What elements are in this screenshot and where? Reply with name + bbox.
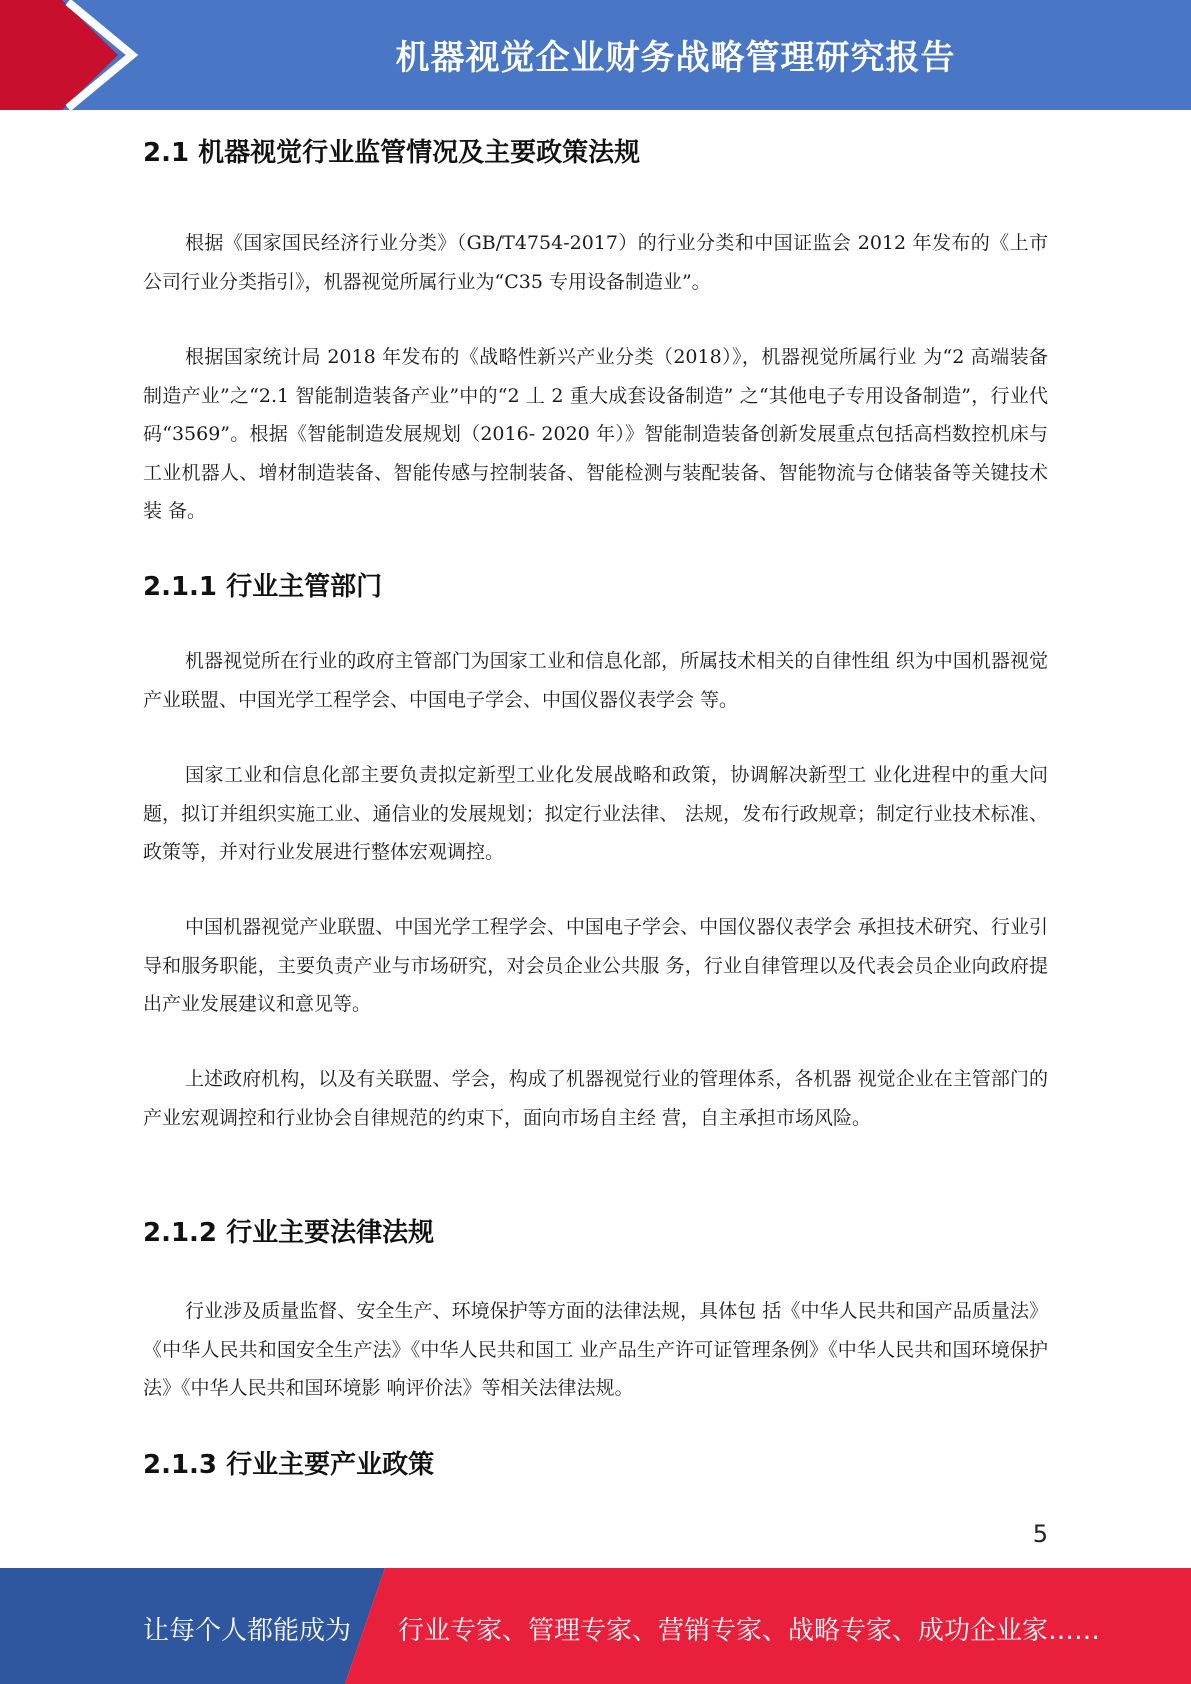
header-arrow-decoration xyxy=(0,0,150,110)
paragraph: 根据《国家国民经济行业分类》（GB/T4754-2017）的行业分类和中国证监会 2012 年发布的《上市公司行业分类指引》，机器视觉所属行业为“C35 专用设备制造业”。 xyxy=(143,232,1048,293)
paragraph: 国家工业和信息化部主要负责拟定新型工业化发展战略和政策，协调解决新型工 业化进程中的重大问题，拟订并组织实施工业、通信业的发展规划；拟定行业法律、 法规，发布行政规章；制定行业技术标准、政策等，并对行业发展进行整体宏观调控。 xyxy=(143,764,1048,863)
section-heading-2-1-2: 2.1.2 行业主要法律法规 xyxy=(143,1218,435,1248)
paragraph: 行业涉及质量监督、安全生产、环境保护等方面的法律法规，具体包 括《中华人民共和国产品质量法》《中华人民共和国安全生产法》《中华人民共和国工 业产品生产许可证管理条例》《中华人民共和国环境保护法》《中华人民共和国环境影 响评价法》等相关法律法规。 xyxy=(143,1300,1048,1399)
footer-slogan-right: 行业专家、管理专家、营销专家、战略专家、成功企业家…… xyxy=(398,1616,1101,1646)
footer-slogan-left: 让每个人都能成为 xyxy=(143,1616,352,1646)
section-heading-2-1-3: 2.1.3 行业主要产业政策 xyxy=(143,1450,435,1480)
section-heading-2-1-1: 2.1.1 行业主管部门 xyxy=(143,572,383,602)
paragraph: 机器视觉所在行业的政府主管部门为国家工业和信息化部，所属技术相关的自律性组 织为中国机器视觉产业联盟、中国光学工程学会、中国电子学会、中国仪器仪表学会 等。 xyxy=(143,650,1048,711)
paragraph: 上述政府机构，以及有关联盟、学会，构成了机器视觉行业的管理体系，各机器 视觉企业在主管部门的产业宏观调控和行业协会自律规范的约束下，面向市场自主经 营，自主承担市场风险。 xyxy=(143,1068,1048,1129)
page-number: 5 xyxy=(1032,1520,1048,1548)
paragraph: 中国机器视觉产业联盟、中国光学工程学会、中国电子学会、中国仪器仪表学会 承担技术研究、行业引导和服务职能，主要负责产业与市场研究，对会员企业公共服 务，行业自律管理以及代表会员企业向政府提出产业发展建议和意见等。 xyxy=(143,916,1048,1015)
document-title: 机器视觉企业财务战略管理研究报告 xyxy=(395,38,956,78)
paragraph: 根据国家统计局 2018 年发布的《战略性新兴产业分类（2018）》，机器视觉所属行业 为“2 高端装备制造产业”之“2.1 智能制造装备产业”中的“2 丄 2 重大成套设备制造” 之“其他电子专用设备制造”，行业代码“3569”。根据《智能制造发展规划（2016- 2020 年）》智能制造装备创新发展重点包括高档数控机床与工业机器人、增材制造装备、智能传感与控制装备、智能检测与装配装备、智能物流与仓储装备等关键技术装 备。 xyxy=(143,346,1048,522)
footer-banner xyxy=(0,1568,1191,1684)
section-heading-2-1: 2.1 机器视觉行业监管情况及主要政策法规 xyxy=(143,138,641,168)
